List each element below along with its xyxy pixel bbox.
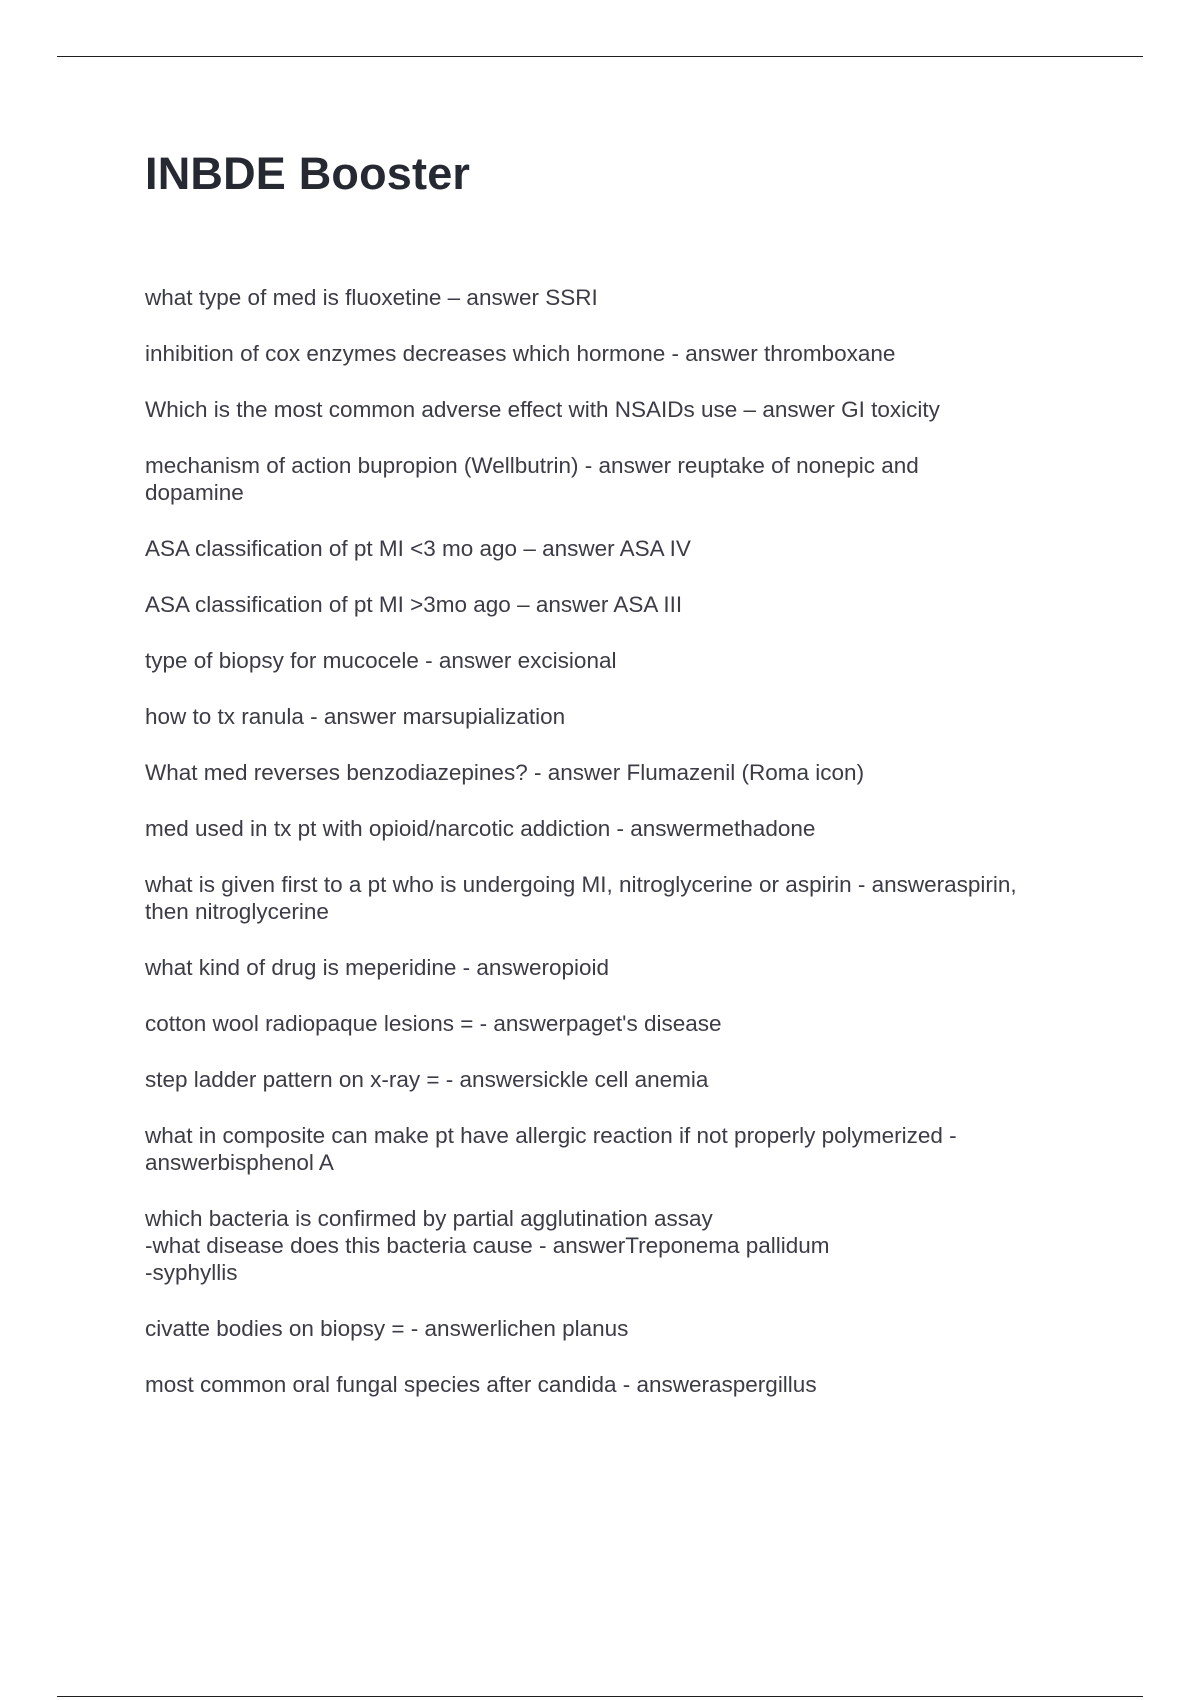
bottom-rule [57, 1696, 1143, 1697]
qa-item: med used in tx pt with opioid/narcotic addiction - answermethadone [145, 816, 816, 841]
qa-item: what type of med is fluoxetine – answer SSRI [145, 285, 598, 310]
qa-item: which bacteria is confirmed by partial agglutination assay -what disease does this bacteria cause - answerTreponema pallidum -syphyllis [145, 1206, 830, 1285]
qa-item: ASA classification of pt MI >3mo ago – answer ASA III [145, 592, 683, 617]
qa-item: What med reverses benzodiazepines? - answer Flumazenil (Roma icon) [145, 760, 865, 785]
qa-item: ASA classification of pt MI <3 mo ago – answer ASA IV [145, 536, 691, 561]
qa-item: civatte bodies on biopsy = - answerlichen planus [145, 1316, 629, 1341]
qa-item: step ladder pattern on x-ray = - answersickle cell anemia [145, 1067, 709, 1092]
qa-list [145, 284, 1105, 1427]
qa-item: type of biopsy for mucocele - answer excisional [145, 648, 617, 673]
qa-item: cotton wool radiopaque lesions = - answerpaget's disease [145, 1011, 722, 1036]
qa-item: Which is the most common adverse effect with NSAIDs use – answer GI toxicity [145, 397, 940, 422]
page-title: INBDE Booster [145, 148, 471, 199]
qa-item: what in composite can make pt have allergic reaction if not properly polymerized - answerbisphenol A [145, 1123, 957, 1175]
qa-item: what kind of drug is meperidine - answeropioid [145, 955, 609, 980]
top-rule [57, 56, 1143, 57]
qa-item: how to tx ranula - answer marsupialization [145, 704, 566, 729]
qa-item: inhibition of cox enzymes decreases which hormone - answer thromboxane [145, 341, 896, 366]
qa-item: mechanism of action bupropion (Wellbutrin) - answer reuptake of nonepic and dopamine [145, 453, 919, 505]
qa-item: most common oral fungal species after candida - answeraspergillus [145, 1372, 817, 1397]
qa-item: what is given first to a pt who is undergoing MI, nitroglycerine or aspirin - answeraspirin, then nitroglycerine [145, 872, 1017, 924]
